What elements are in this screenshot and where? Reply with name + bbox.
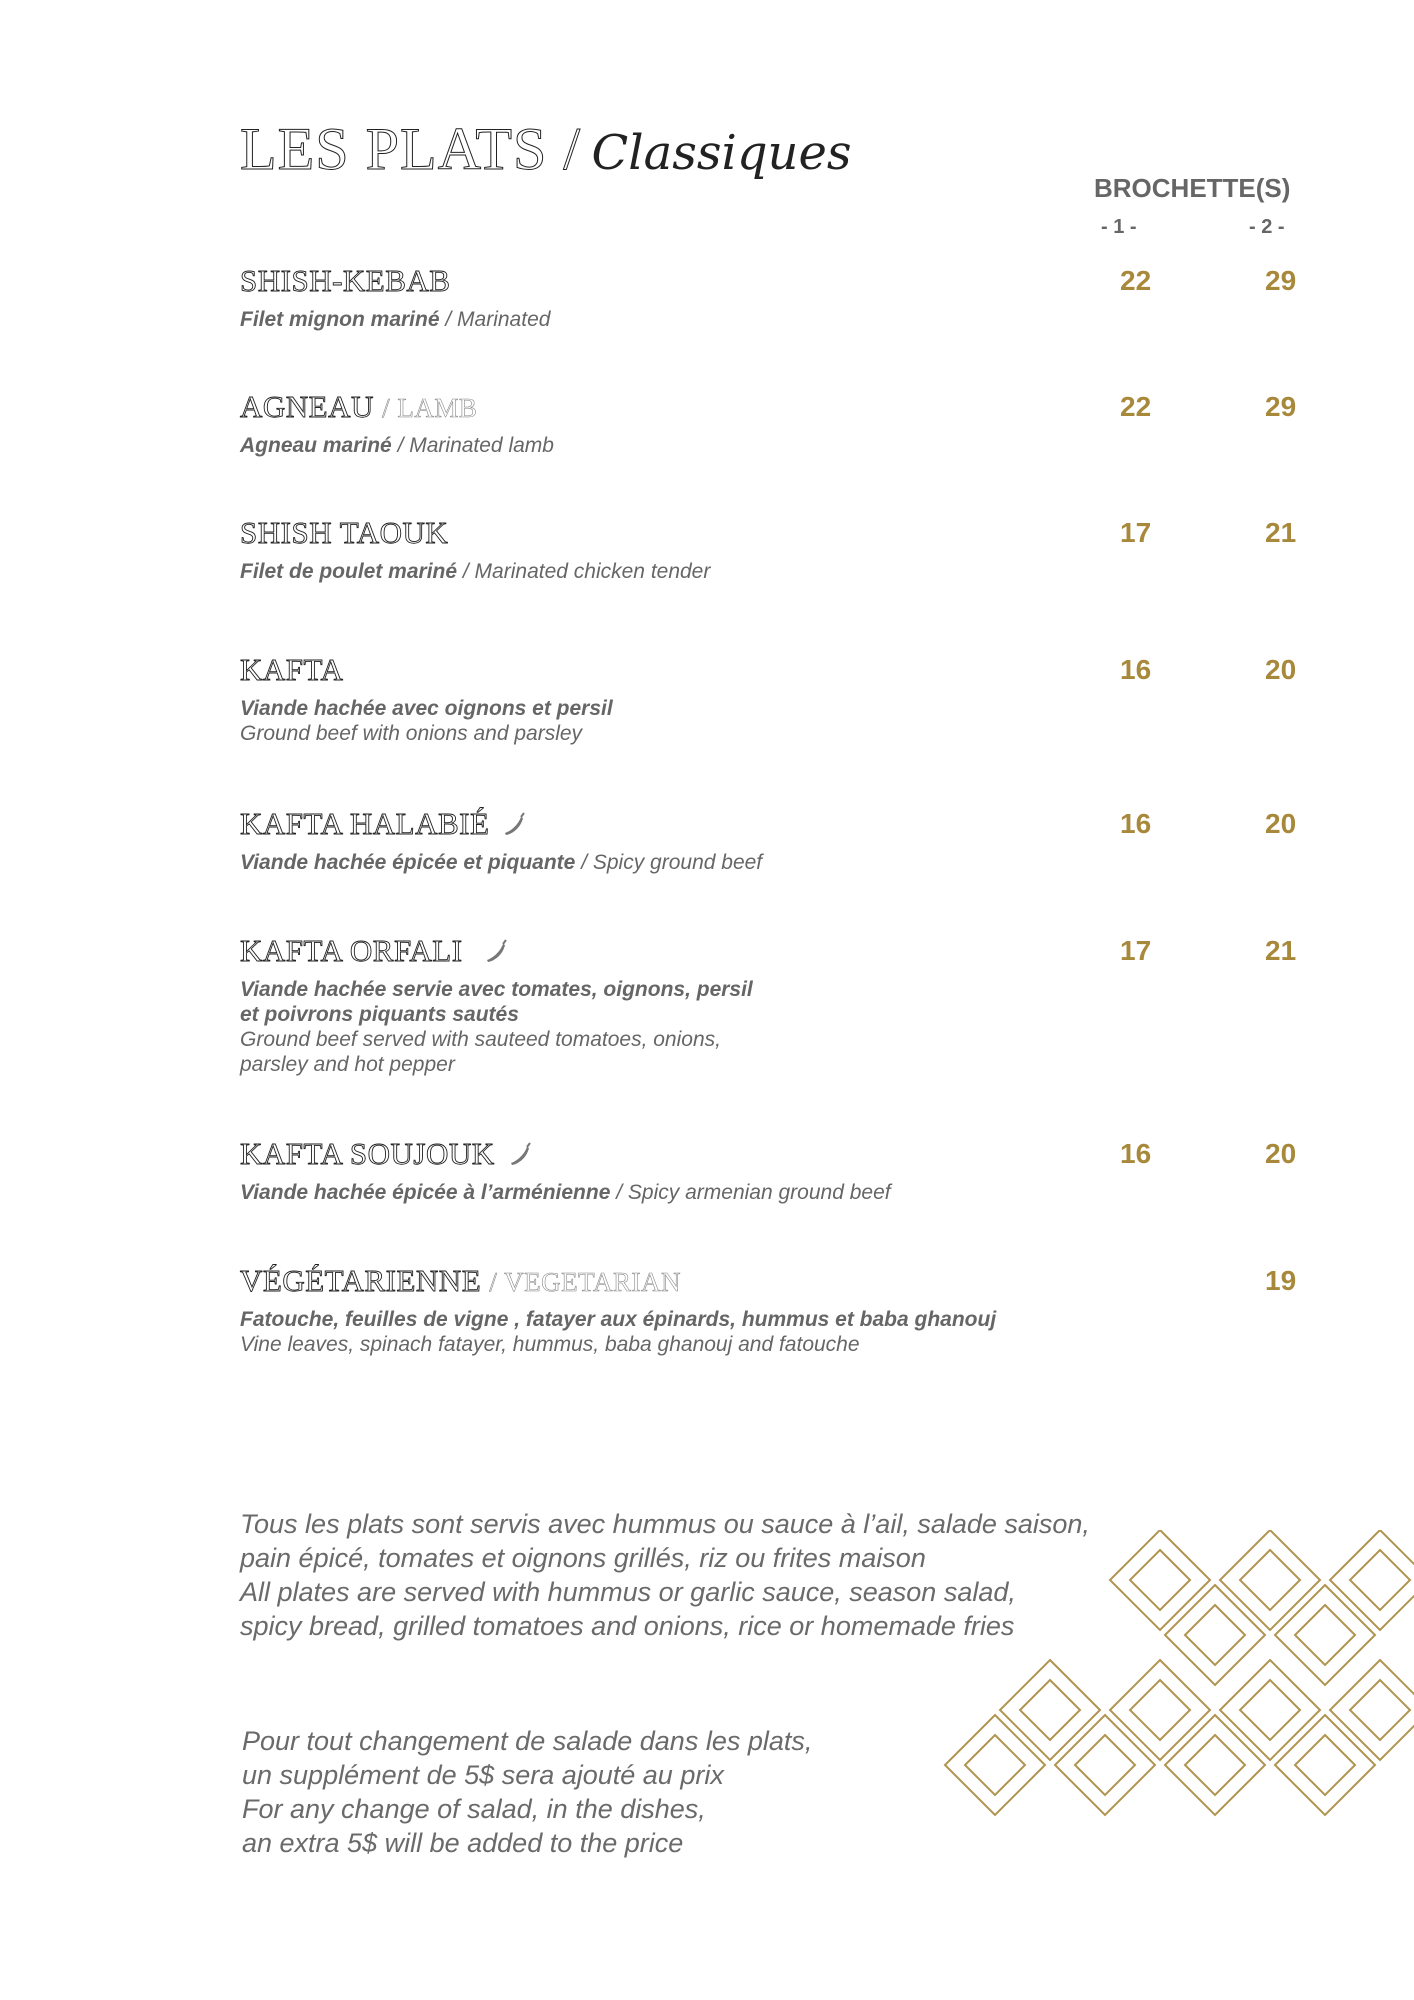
price-2: 20 [1265,1138,1297,1169]
price-2: 20 [1265,654,1297,685]
price-1: 17 [1120,517,1152,548]
dish-desc-en: / Spicy armenian ground beef [616,1181,891,1204]
dish-desc-fr: Fatouche, feuilles de vigne , fatayer aux épinards, hummus et baba ghanouj [240,1308,997,1331]
price-1: 16 [1120,1138,1152,1169]
price-2: 21 [1265,517,1297,548]
dish-desc-fr-line-1: Viande hachée servie avec tomates, oignons, persil [240,978,753,1001]
menu-item-shish-kebab [240,261,1300,332]
note-line: an extra 5$ will be added to the price [242,1828,684,1858]
price-2: 21 [1265,935,1297,966]
dish-name: VÉGÉTARIENNE [240,1263,482,1298]
title-main: LES PLATS / [240,116,582,182]
dish-desc-en-line-2: parsley and hot pepper [240,1053,455,1076]
price-2: 19 [1265,1265,1297,1296]
dish-name-en: / LAMB [382,393,478,423]
dish-desc-fr-line-2: et poivrons piquants sautés [240,1003,519,1026]
dish-desc-en: / Spicy ground beef [581,851,763,874]
chili-pepper-icon [501,807,527,847]
price-1: 22 [1120,265,1152,296]
dish-name: KAFTA [240,652,344,687]
menu-item-shish-taouk [240,513,1300,584]
note-line: For any change of salad, in the dishes, [242,1794,706,1824]
salad-change-note [242,1724,812,1860]
price-2: 20 [1265,808,1297,839]
price-1: 16 [1120,808,1152,839]
dish-desc-fr: Agneau mariné [240,434,392,457]
note-line: spicy bread, grilled tomatoes and onions, rice or homemade fries [240,1611,1015,1641]
geometric-pattern-decoration [930,1530,1414,1820]
menu-item-agneau [240,387,1300,458]
price-2: 29 [1265,391,1297,422]
dish-desc-fr: Viande hachée épicée à l’arménienne [240,1181,611,1204]
menu-item-kafta-orfali [240,931,1300,1077]
menu-item-vegetarienne [240,1261,1300,1357]
dish-name: KAFTA SOUJOUK [240,1136,495,1171]
chili-pepper-icon [507,1137,533,1177]
note-line: pain épicé, tomates et oignons grillés, riz ou frites maison [240,1543,926,1573]
note-line: Tous les plats sont servis avec hummus ou sauce à l’ail, salade saison, [240,1509,1090,1539]
price-1: 22 [1120,391,1152,422]
dish-desc-en: / Marinated lamb [397,434,554,457]
menu-item-kafta-halabie [240,804,1300,875]
dish-name: KAFTA ORFALI [240,933,463,968]
column-heading-brochettes: BROCHETTE(S) [1094,173,1291,203]
note-line: All plates are served with hummus or garlic sauce, season salad, [240,1577,1016,1607]
dish-desc-fr: Filet de poulet mariné [240,560,458,583]
price-1: 16 [1120,654,1152,685]
dish-name: AGNEAU [240,389,374,424]
dish-desc-fr: Viande hachée épicée et piquante [240,851,576,874]
note-line: un supplément de 5$ sera ajouté au prix [242,1760,724,1790]
menu-item-kafta [240,650,1300,746]
page-title [240,115,852,184]
column-1-label: - 1 - [1101,216,1137,238]
column-2-label: - 2 - [1249,216,1285,238]
dish-desc-fr: Viande hachée avec oignons et persil [240,697,613,720]
menu-item-kafta-soujouk [240,1134,1300,1205]
dish-desc-en: Vine leaves, spinach fatayer, hummus, baba ghanouj and fatouche [240,1333,860,1356]
dish-name-en: / VEGETARIAN [489,1267,681,1297]
dish-desc-fr: Filet mignon mariné [240,308,440,331]
dish-name: KAFTA HALABIÉ [240,806,490,841]
dish-name: SHISH TAOUK [240,515,449,550]
dish-name: SHISH-KEBAB [240,263,451,298]
dish-desc-en: / Marinated [445,308,551,331]
note-line: Pour tout changement de salade dans les plats, [242,1726,813,1756]
dish-desc-en: / Marinated chicken tender [462,560,711,583]
title-script: Classiques [591,125,852,181]
price-2: 29 [1265,265,1297,296]
price-1: 17 [1120,935,1152,966]
dish-desc-en-line-1: Ground beef served with sauteed tomatoes, onions, [240,1028,721,1051]
dish-desc-en: Ground beef with onions and parsley [240,722,583,745]
chili-pepper-icon [483,934,509,974]
